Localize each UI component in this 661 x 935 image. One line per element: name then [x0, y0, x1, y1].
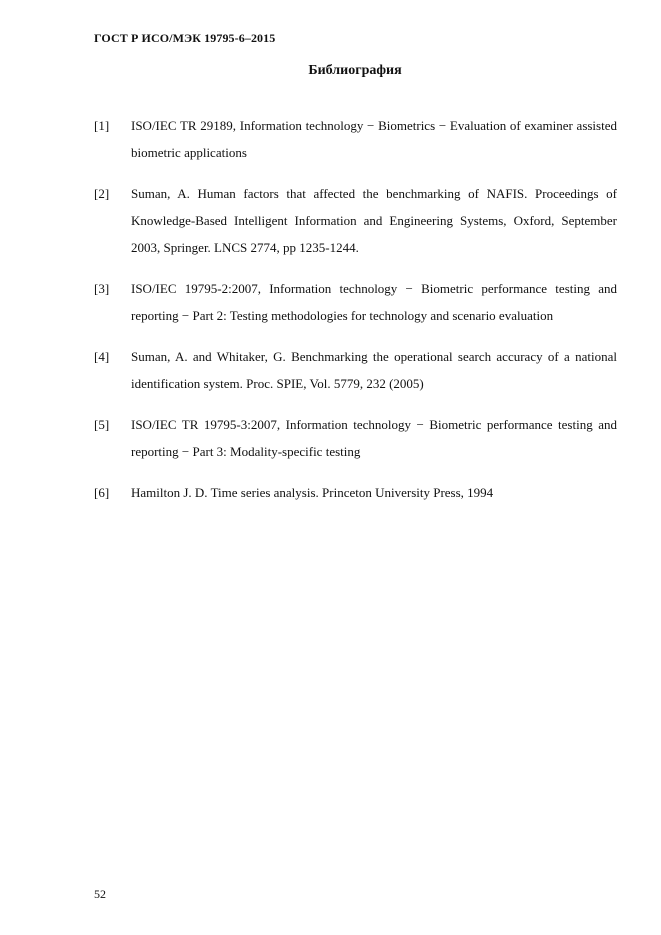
reference-number: [6]: [94, 485, 110, 500]
reference-text: Hamilton J. D. Time series analysis. Princeton University Press, 1994: [131, 485, 494, 500]
reference-number: [4]: [94, 349, 110, 364]
document-code-header: ГОСТ Р ИСО/МЭК 19795-6–2015: [94, 31, 276, 45]
reference-text: ISO/IEC TR 29189, Information technology − Biometrics − Evaluation of examiner assisted biometric applications: [131, 118, 617, 160]
page-number: 52: [94, 887, 106, 901]
reference-item: [94, 180, 617, 261]
reference-number: [2]: [94, 186, 110, 201]
reference-item: [94, 479, 617, 506]
reference-number: [1]: [94, 118, 110, 133]
reference-text: Suman, A. and Whitaker, G. Benchmarking the operational search accuracy of a national identification system. Proc. SPIE, Vol. 5779, 232 (2005): [131, 349, 617, 391]
bibliography-title: Библиография: [308, 63, 402, 78]
reference-number: [3]: [94, 281, 110, 296]
reference-item: [94, 411, 617, 465]
reference-number: [5]: [94, 417, 110, 432]
reference-text: ISO/IEC 19795-2:2007, Information technology − Biometric performance testing and reporting − Part 2: Testing methodologies for technology and scenario evaluation: [131, 281, 617, 323]
reference-text: Suman, A. Human factors that affected the benchmarking of NAFIS. Proceedings of Knowledge-Based Intelligent Information and Engineering Systems, Oxford, September 2003, Springer. LNCS 2774, pp 1235-1244.: [131, 186, 617, 255]
reference-list: [94, 112, 617, 520]
reference-item: [94, 343, 617, 397]
reference-item: [94, 112, 617, 166]
reference-text: ISO/IEC TR 19795-3:2007, Information technology − Biometric performance testing and reporting − Part 3: Modality-specific testing: [131, 417, 617, 459]
reference-item: [94, 275, 617, 329]
